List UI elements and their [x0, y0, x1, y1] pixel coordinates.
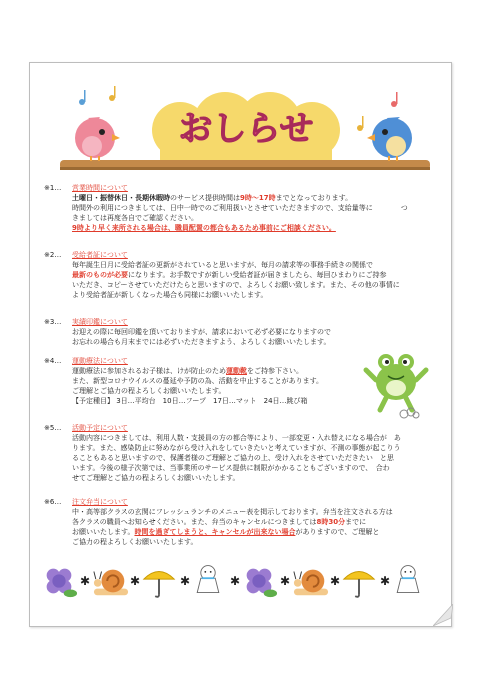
notice-line	[72, 223, 444, 233]
notice-number: ※1…	[44, 184, 62, 192]
notice-title: 活動予定について	[72, 424, 128, 432]
text-run: のサービス提供時間は	[170, 194, 240, 202]
text-run: ご理解とご協力の程よろしくお願いいたします。	[72, 387, 226, 395]
text-run: せてご理解とご協力の程よろしくお願いいたします。	[72, 474, 240, 482]
text-run: までとなっております。	[275, 194, 353, 202]
text-run: また、新型コロナウイルスの蔓延や予防の為、活動を中止することがあります。	[72, 377, 324, 385]
page-curl-icon	[433, 604, 453, 626]
text-run: 時間外の利用につきましては、日中一時でのご利用扱いとさせていただきますので、支給量等に つ	[72, 204, 408, 212]
asterisk-icon: ✱	[330, 574, 341, 588]
hydrangea-icon	[40, 562, 78, 604]
dust-puff-icon	[398, 404, 420, 420]
text-run: 時間を過ぎてしまうと、キャンセルが出来ない場合	[134, 528, 296, 536]
text-run: ご協力の程よろしくお願いいたします。	[72, 538, 198, 546]
notice-line	[72, 203, 444, 213]
notice-title: 注文弁当について	[72, 498, 128, 506]
text-run: お忘れの場合も月末までには必ずいただきますよう、よろしくお願いいたします。	[72, 338, 331, 346]
notice-line	[72, 453, 444, 463]
text-run: 8時30分	[316, 518, 346, 526]
notice-line	[72, 193, 444, 203]
text-run: 毎年誕生日月に受給者証の更新がされていると思いますが、毎月の請求等の事務手続きの関係で	[72, 261, 373, 269]
asterisk-icon: ✱	[80, 574, 91, 588]
text-run: より受給者証が新しくなった場合も同様にお願いいたします。	[72, 291, 268, 299]
asterisk-icon: ✱	[130, 574, 141, 588]
notice-line	[72, 507, 444, 517]
notice-number: ※2…	[44, 251, 62, 259]
text-run: 9時より早く来所される場合は、職員配置の都合もあるため事前にご相談ください。	[72, 224, 336, 232]
notice-title: 営業時間について	[72, 184, 128, 192]
teru-teru-bozu-icon	[190, 562, 226, 602]
text-run: お迎えの際に毎回印鑑を頂いておりますが、請求において必ず必要になりますので	[72, 328, 331, 336]
notice-line	[72, 463, 444, 473]
notice-line	[72, 280, 444, 290]
text-run: 活動内容につきましては、利用人数・支援員の方の都合等により、一部変更・入れ替えになる場合が あ	[72, 434, 401, 442]
asterisk-icon: ✱	[230, 574, 241, 588]
notice-title: 運動療法について	[72, 357, 128, 365]
snail-icon	[290, 562, 332, 604]
hydrangea-icon	[240, 562, 278, 604]
notice-number: ※6…	[44, 498, 62, 506]
notice-number: ※4…	[44, 357, 62, 365]
asterisk-icon: ✱	[180, 574, 191, 588]
text-run: 土曜日・振替休日・長期休暇時	[72, 194, 170, 202]
teru-teru-bozu-icon	[390, 562, 426, 602]
notice-number: ※3…	[44, 318, 62, 326]
snail-icon	[90, 562, 132, 604]
notice-line	[72, 213, 444, 223]
text-run: 運動療法に参加されるお子様は、けが防止のため	[72, 367, 226, 375]
umbrella-icon	[340, 562, 378, 604]
notice-line	[72, 433, 444, 443]
asterisk-icon: ✱	[280, 574, 291, 588]
text-run: 最新のものが必要	[72, 271, 128, 279]
text-run: をご持参下さい。	[247, 367, 303, 375]
notice-line	[72, 260, 444, 270]
text-run: になります。お手数ですが新しい受給者証が届きましたら、毎回ひまわりにご持参	[128, 271, 387, 279]
notice-line	[72, 270, 444, 280]
text-run: お願いいたします。	[72, 528, 135, 536]
notice-number: ※5…	[44, 424, 62, 432]
notice-line	[72, 527, 444, 537]
text-run: 運動靴	[226, 367, 247, 375]
text-run: 中・高等部クラスの玄関にフレッシュランチのメニュー表を掲示しております。弁当を注文される方は	[72, 508, 393, 516]
blue-bird-icon	[367, 117, 412, 161]
asterisk-icon: ✱	[380, 574, 391, 588]
notice-title: 実績印鑑について	[72, 318, 128, 326]
text-run: 9時～17時	[240, 194, 276, 202]
page-title: おしらせ	[178, 109, 314, 149]
pink-bird-icon	[75, 117, 120, 161]
text-run: ります。また、感染防止に努めながら受け入れをしていきたいと考えていますが、不測の事態が起こりう	[72, 444, 401, 452]
notice-line	[72, 537, 444, 547]
footer-decoration	[40, 560, 440, 604]
notice-line	[72, 473, 444, 483]
notice-title: 受給者証について	[72, 251, 128, 259]
text-run: ることもあると思いますので、保護者様のご理解とご協力の上、受け入れをさせていただきたい と思	[72, 454, 394, 462]
text-run: までに	[345, 518, 367, 526]
notice-line	[72, 443, 444, 453]
umbrella-icon	[140, 562, 178, 604]
text-run: います。今後の様子次第では、当事業所のサービス提供に制限がかかることもございますので、 合わ	[72, 464, 390, 472]
notice-line	[72, 517, 444, 527]
text-run: いただき、コピーさせていただけたらと思いますので、よろしくお願い致します。また、その他の事情に	[72, 281, 400, 289]
text-run: 各クラスの職員へお知らせください。また、弁当のキャンセルにつきましては	[72, 518, 317, 526]
text-run: がありますので、ご理解と	[295, 528, 380, 536]
text-run: 【予定種目】 3日…平均台 10日…フープ 17日…マット 24日…跳び箱	[72, 397, 308, 405]
text-run: きましては再度各自でご確認ください。	[72, 214, 198, 222]
notice-line	[72, 290, 444, 300]
notice-line	[72, 327, 444, 337]
header-banner	[60, 80, 430, 180]
